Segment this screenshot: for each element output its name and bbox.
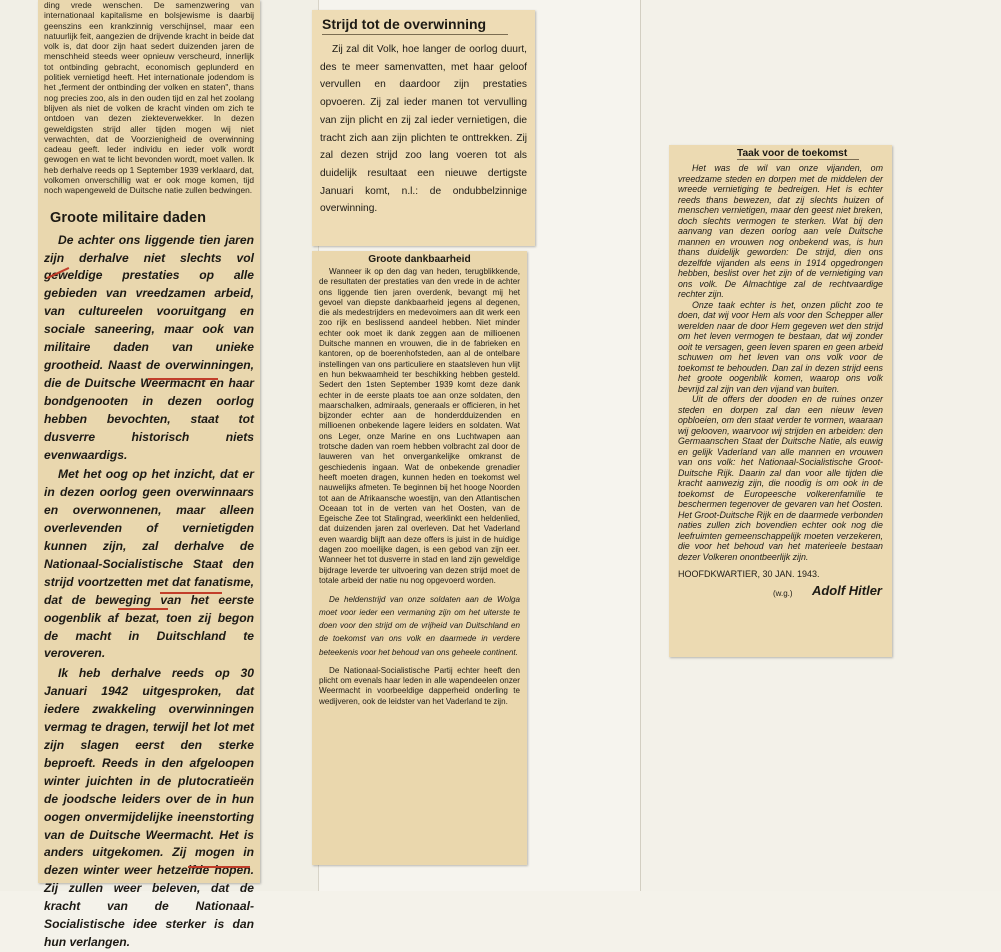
signed-note: (w.g.) — [773, 589, 793, 598]
article-paragraph: Ik heb derhalve reeds op 30 Januari 1942 uitgesproken, dat iedere zwakkeling overwinningen vermag te dragen, terwijl het lot met zijn slagen eerst den sterke beproeft. Reeds in den afgeloopen winter juichten in de plutocratieën de joodsche leiders over de in hun oogen onvermijdelijke ineenstorting van de Duitsche Weermacht. Het is anders uitgekomen. Zij mogen in dezen winter weer hetzelfde hopen. Zij zullen weer beleven, dat de kracht van de Nationaal-Socialistische idee sterker is dan hun verlangen. — [44, 666, 254, 949]
article-paragraph: Uit de offers der dooden en de ruines onzer steden en dorpen zal dan een nieuw leven opbloeien, om den staat verder te vormen, waaraan wij gelooven, waarvoor wij strijden en arbeiden: den Germaanschen Staat der Duitsche Natie, als euwig en gelijk Vaderland van alle mannen en vrouwen van ons volk: het Nationaal-Socialistische Groot-Duitsche Rijk. Daarin zal dan voor alle tijden die kracht aanwezig zijn, die noodig is om ook in de toekomst de Europeesche volkerenfamilie te beschermen tegenover de gevaren van het Oosten. Het Groot-Duitsche Rijk en de daarmede verbonden naties zullen zich bovendien echter ook nog die leefruimten gemeenschappelijk moeten verzekeren, die voor het behoud van het materieele bestaan dezer Volkeren onontbeerlijk zijn. — [678, 394, 883, 562]
article-paragraph: Zij zal dit Volk, hoe langer de oorlog duurt, des te meer samenvatten, met haar geloof vervullen en daardoor zijn prestaties opvoeren. Zij zal ieder manen tot vervulling van zijn plicht en zij zal ieder vernietigen, die tracht zich aan zijn plichten te onttrekken. Zij zal dezen strijd zoo lang voeren tot als duidelijk resultaat een nieuwe dertigste Januari komt, n.l.: de ondubbelzinnige overwinning. — [320, 44, 527, 215]
article-paragraph: De Nationaal-Socialistische Partij echter heeft den plicht om evenals haar leden in alle wapendeelen onzer Weermacht in voorbeeldige dapperheid onderling te wedijveren, ook de leidster van het Vaderland te zijn. — [319, 665, 520, 706]
red-pencil-mark — [160, 592, 222, 594]
section-heading: Groote militaire daden — [50, 209, 207, 226]
article-intro: ding vrede wenschen. De samenzwering van internationaal kapitalisme en bolsjewisme is daarbij geenszins een krankzinnig verschijnsel, maar een natuurlijk feit, aangezien de drijvende kracht in beide dat volk is, dat door zijn haat sedert duizenden jaren de menschheid steeds weer opnieuw verscheurd, innerlijk tot ontbinding gebracht, economisch geplunderd en politiek vernietigd heeft. Het internationale jodendom is het „ferment der ontbinding der volken en staten", thans nog precies zoo, als in den ouden tijd en zal het zoolang blijven als niet de volken de kracht vinden om zich te ontdoen van dezen ziekteverwekker. In dezen geweldigsten strijd aller tijden mogen wij niet verwachten, dat de Voorzienigheid de overwinning cadeau geeft. Ieder individu en ieder volk wordt gewogen en wat te licht bevonden wordt, moet vallen. Ik heb derhalve reeds op 1 September 1939 verklaard, dat, volkomen onverschillig wat er ook moge komen, tijd noch wapengeweld de Duitsche natie zullen bedwingen. — [44, 0, 254, 196]
red-pencil-mark — [118, 608, 168, 610]
author-signature: Adolf Hitler — [811, 583, 882, 598]
article-paragraph: Onze taak echter is het, onzen plicht zoo te doen, dat wij voor Hem als voor den Schepper aller werelden naar de door Hem gegeven wet den strijd om het leven vermogen te bestaan, dat wij zonder ooit te versagen, geen leven sparen en geen arbeid schuwen om het leven van ons volk voor de toekomst te behouden. Dan zal in dezen strijd eens het groote oogenblik komen, waarop ons volk bevrijd zal zijn van den vijand van buiten. — [678, 299, 883, 394]
dateline: HOOFDKWARTIER, 30 JAN. 1943. — [678, 569, 820, 579]
newspaper-clipping-left — [38, 0, 260, 949]
signature-line — [669, 581, 892, 607]
newspaper-clipping-right — [669, 145, 892, 657]
red-pencil-mark — [148, 378, 218, 380]
article-paragraph: De achter ons liggende tien jaren zijn derhalve niet slechts vol geweldige prestaties op alle gebieden van vreedzamen arbeid, van cultureelen vooruitgang en sociale saneering, maar ook van militaire daden van unieke grootheid. Naast de overwinningen, die de Duitsche Weermacht en haar bondgenooten in dezen oorlog hebben bevochten, staat tot dusverre historisch niets evenwaardigs. — [44, 232, 254, 462]
article-paragraph: Wanneer ik op den dag van heden, terugblikkende, de resultaten der prestaties van den vrede in de achter ons liggende tien jaren overdenk, bevangt mij het gevoel van diepste dankbaarheid jegens al degenen, die als medestrijders en medevoimers aan dit werk een zoo rijk en beslissend aandeel hebben. Niet minder echter ook moet ik dank zeggen aan de millioenen Duitsche mannen en vrouwen, die in de fabrieken en kantoren, op de boerenhofsteden, aan al de ontelbare instellingen van ons particuliere en staatsleven hun vlijt en hun bekwaamheid ter beschikking hebben gesteld. Sedert den 1sten September 1939 komt deze dank echter in de eerste plaats toe aan onze soldaten, den maarschalken, admiraals, generaals er officieren, in het bijzonder echter aan de honderdduizenden en millioenen onbekende lagere leiders en soldaten. Wat ons Leger, onze Marine en ons Luchtwapen aan trotsche daden van roem hebben volbracht zal door de lauweren van het onvergankelijke omkranst de geschiedenis ingaan. Wat de onbekende grenadier heeft moeten dragen, kunnen heden en toekomst wel nauwelijks afmeten. Te beginnen bij het hooge Noorden tot aan de Afrikaansche woestijn, van den Atlantischen Oceaan tot in de verten van het Oosten, van de Egeische Zee tot Stalingrad, weerklinkt een heldenlied, dat duizenden jaren zal overleven. Dat het Vaderland even waardig blijft aan deze offers is juist in de huidige dagen zoo moeilijke dagen, is een gebod van zijn eer. Wanneer het tot dusverre in stad en land zijn geweldige bijdrage leverde ter uitvoering van dezen strijd moet de totale arbeid der natie nu nog opgevoerd worden. — [319, 267, 520, 585]
red-pencil-mark — [188, 866, 250, 868]
article-paragraph: De heldenstrijd van onze soldaten aan de Wolga moet voor ieder een vermaning zijn om het uiterste te doen voor den strijd om de vrijheid van Duitschland en de toekomst van ons volk en daarmede in verdere beteekenis voor het behoud van ons geheele continent. — [319, 595, 520, 657]
newspaper-clipping-middle-bottom — [312, 251, 527, 865]
article-paragraph: Het was de wil van onze vijanden, om vreedzame steden en dorpen met de middelen der wreede vernietiging te bedreigen. Het is echter reeds thans bewezen, dat zij slechts huizen of menschen vernietigen, maar den geest niet breken, doch slechts vermogen te sterken. Wat bij den aanvang van dezen oorlog aan vele Duitsche mannen en vrouwen nog onbekend was, is hun thans duidelijk geworden: De strijd, dien ons dezelfde vijanden als eens in 1914 opgedrongen hebben, beslist over het zijn of de vernietiging van ons volk. De Almachtige zal de rechtvaardige rechter zijn. — [678, 163, 883, 299]
section-heading: Strijd tot de overwinning — [322, 16, 508, 35]
newspaper-clipping-middle-top — [312, 10, 535, 246]
section-heading: Taak voor de toekomst — [737, 148, 859, 160]
section-heading: Groote dankbaarheid — [368, 254, 471, 265]
article-paragraph: Met het oog op het inzicht, dat er in dezen oorlog geen overwinnaars en overwonnenen, maar alleen overlevenden of vernietigden kunnen zijn, zal derhalve de Nationaal-Socialistische Staat den strijd voortzetten met dat fanatisme, dat de beweging van het eerste oogenblik af bezat, toen zij begon de macht in Duitschland te veroveren. — [44, 467, 254, 661]
